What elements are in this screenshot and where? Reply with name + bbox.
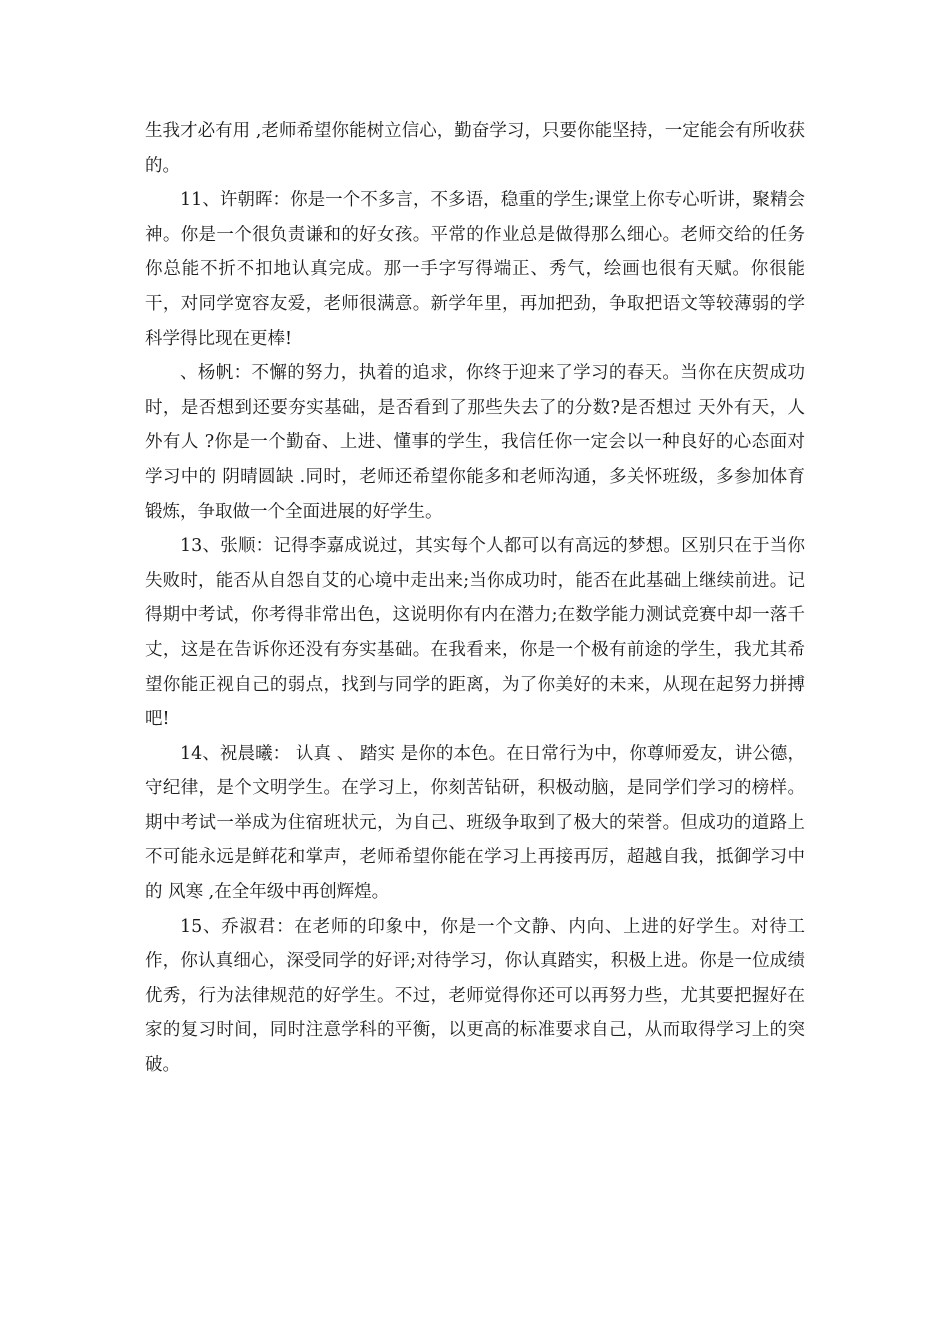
- paragraph-comment-12: 、杨帆：不懈的努力，执着的追求，你终于迎来了学习的春天。当你在庆贺成功时，是否想到还要夯实基础，是否看到了那些失去了的分数?是否想过 天外有天，人外有人 ?你是一个勤奋、上进、懂事的学生，我信任你一定会以一种良好的心态面对学习中的 阴晴圆缺 .同时，老师还希望你能多和老师沟通，多关怀班级，多参加体育锻炼，争取做一个全面进展的好学生。: [145, 363, 805, 522]
- paragraph-comment-14: 14、祝晨曦： 认真 、 踏实 是你的本色。在日常行为中，你尊师爱友，讲公德，守纪律，是个文明学生。在学习上，你刻苦钻研，积极动脑，是同学们学习的榜样。期中考试一举成为住宿班状元，为自己、班级争取到了极大的荣誉。但成功的道路上不可能永远是鲜花和掌声，老师希望你能在学习上再接再厉，超越自我，抵御学习中的 风寒 ,在全年级中再创辉煌。: [145, 743, 805, 903]
- paragraph-continuation: 生我才必有用 ,老师希望你能树立信心，勤奋学习，只要你能坚持，一定能会有所收获的。: [145, 121, 805, 176]
- paragraph-comment-11: 11、许朝晖：你是一个不多言，不多语，稳重的学生;课堂上你专心听讲，聚精会神。你是一个很负责谦和的好女孩。平常的作业总是做得那么细心。老师交给的任务你总能不折不扣地认真完成。那一手字写得端正、秀气，绘画也很有天赋。你很能干，对同学宽容友爱，老师很满意。新学年里，再加把劲，争取把语文等较薄弱的学科学得比现在更棒!: [145, 190, 805, 349]
- paragraph-comment-13: 13、张顺：记得李嘉成说过，其实每个人都可以有高远的梦想。区别只在于当你失败时，能否从自怨自艾的心境中走出来;当你成功时，能否在此基础上继续前进。记得期中考试，你考得非常出色，这说明你有内在潜力;在数学能力测试竞赛中却一落千丈，这是在告诉你还没有夯实基础。在我看来，你是一个极有前途的学生，我尤其希望你能正视自己的弱点，找到与同学的距离，为了你美好的未来，从现在起努力拼搏吧!: [145, 536, 805, 730]
- document-page: [145, 114, 805, 1083]
- paragraph-comment-15: 15、乔淑君：在老师的印象中，你是一个文静、内向、上进的好学生。对待工作，你认真细心，深受同学的好评;对待学习，你认真踏实，积极上进。你是一位成绩优秀，行为法律规范的好学生。不过，老师觉得你还可以再努力些，尤其要把握好在家的复习时间，同时注意学科的平衡，以更高的标准要求自己，从而取得学习上的突破。: [145, 916, 805, 1076]
